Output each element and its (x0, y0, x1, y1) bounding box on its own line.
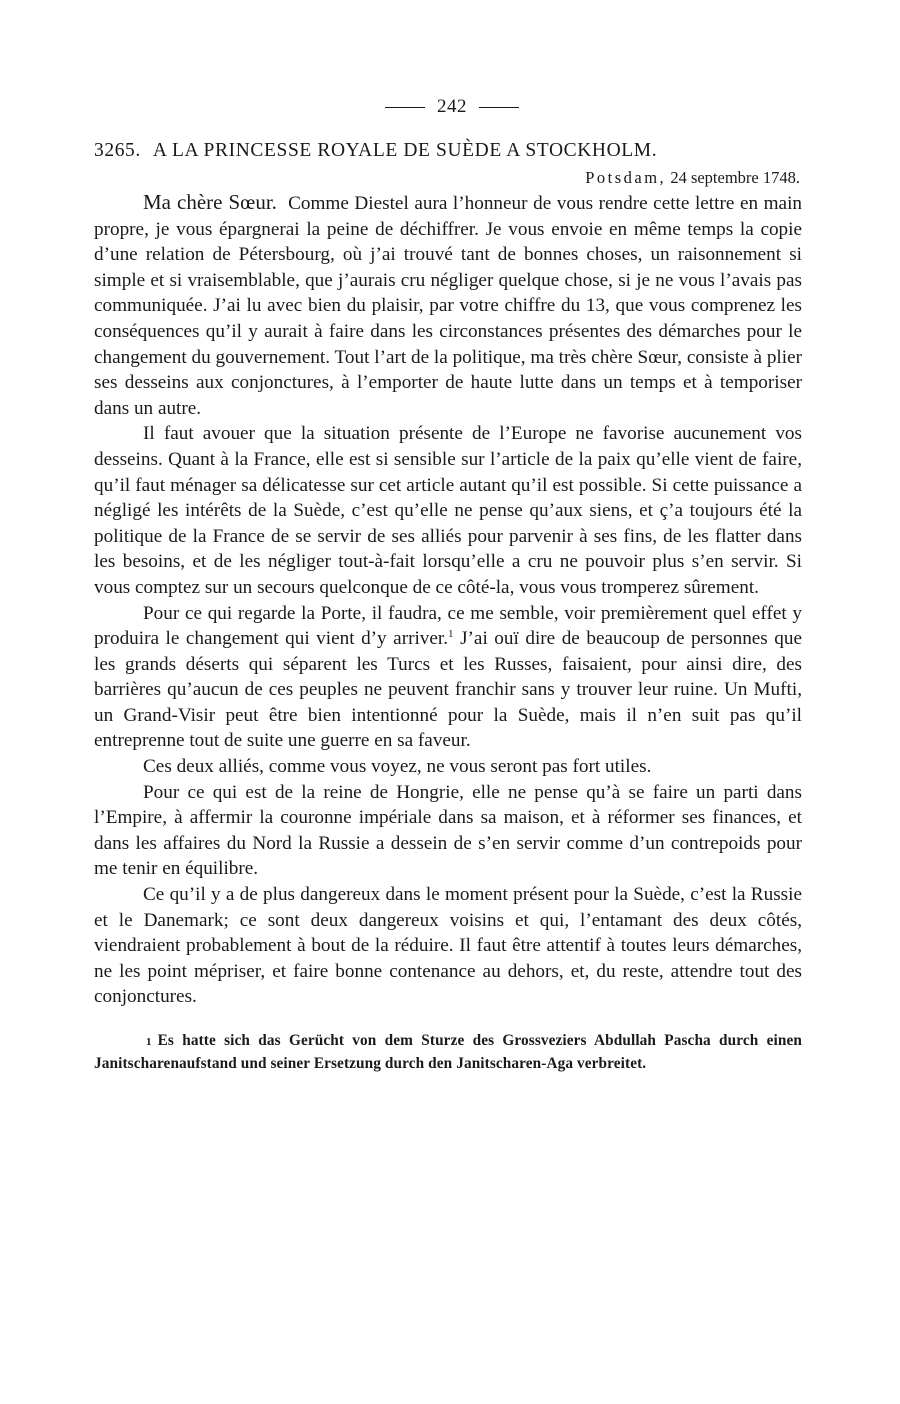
paragraph-3 (94, 601, 802, 755)
paragraph-6: Ce qu’il y a de plus dangereux dans le moment présent pour la Suède, c’est la Russie et le Danemark; ce sont deux dangereux voisins et qui, l’entamant des deux côtés, viendraient probablement à bout de la réduire. Il faut être attentif à toutes leurs démarches, ne les point mépriser, et faire bonne contenance au dehors, et, du reste, attendre tout des conjonctures. (94, 884, 802, 1008)
document-page (94, 96, 802, 1075)
letter-heading (94, 140, 802, 162)
footnote (94, 1030, 802, 1075)
paragraph-1 (94, 190, 802, 421)
paragraph-1-text: Comme Diestel aura l’honneur de vous rendre cette lettre en main propre, je vous épargnerai la peine de déchiffrer. Je vous envoie en même temps la copie d’une relation de Pétersbourg, où j’ai trouvé tant de bonnes choses, un raisonnement si simple et si vraisemblable, que j’aurais cru négliger quelque chose, si je ne vous l’avais pas communiquée. J’ai lu avec bien du plaisir, par votre chiffre du 13, que vous comprenez les conséquences qu’il y aurait à faire dans les circonstances présentes des démarches pour le changement du gouvernement. Tout l’art de la politique, ma très chère Sœur, consiste à plier ses desseins aux conjonctures, à l’emporter de haute lutte dans un temps et à temporiser dans un autre. (94, 193, 802, 419)
salutation: Ma chère Sœur. (143, 190, 277, 214)
paragraph-3-text: Pour ce qui regarde la Porte, il faudra, ce me semble, voir premièrement quel effet y produira le changement qui vient d’y arriver. (94, 602, 802, 650)
paragraph-5: Pour ce qui est de la reine de Hongrie, elle ne pense qu’à se faire un parti dans l’Empire, à affermir la couronne impériale dans sa maison, et à réformer ses finances, et dans les affaires du Nord la Russie a dessein de s’en servir comme d’un contrepoids pour me tenir en équilibre. (94, 781, 802, 880)
paragraph-4: Ces deux alliés, comme vous voyez, ne vous seront pas fort utiles. (143, 756, 652, 778)
footnote-text: Es hatte sich das Gerücht von dem Sturze des Grossveziers Abdullah Pascha durch einen Janitscharenaufstand und seiner Ersetzung durch den Janitscharen-Aga verbreitet. (94, 1032, 802, 1072)
footnote-mark: 1 (146, 1036, 152, 1048)
letter-number: 3265. (94, 140, 141, 161)
letter-title: A LA PRINCESSE ROYALE DE SUÈDE A STOCKHOLM. (152, 140, 658, 161)
letter-body (94, 190, 802, 1010)
header-rule-left (385, 107, 425, 108)
dateline (94, 168, 802, 188)
footnote-reference[interactable]: 1 (448, 628, 454, 641)
dateline-place: Potsdam, (585, 168, 667, 187)
header-rule-right (479, 107, 519, 108)
page-header (102, 96, 802, 118)
dateline-date: 24 septembre 1748. (670, 168, 800, 187)
paragraph-3-continuation: J’ai ouï dire de beaucoup de personnes que les grands déserts qui séparent les Turcs et les Russes, faisaient, pour ainsi dire, des barrières qu’aucun de ces peuples ne peuvent franchir sans y trouver leur ruine. Un Mufti, un Grand-Visir peut être bien intentionné pour la Suède, mais il n’en suit pas qu’il entreprenne tout de suite une guerre en sa faveur. (94, 628, 802, 752)
page-number: 242 (437, 96, 467, 117)
paragraph-2: Il faut avouer que la situation présente de l’Europe ne favorise aucunement vos desseins. Quant à la France, elle est si sensible sur l’article de la paix qu’elle vient de faire, qu’il faut ménager sa délicatesse sur cet article autant qu’il est possible. Si cette puissance a négligé les intérêts de la Suède, c’est qu’elle ne pense qu’aux siens, et ç’a toujours été la politique de la France de se servir de ses alliés pour parvenir à ses fins, de les flatter dans les besoins, et de les négliger tout-à-fait lorsqu’elle a cru ne pouvoir plus s’en servir. Si vous comptez sur un secours quelconque de ce côté-la, vous vous tromperez sûrement. (94, 423, 802, 598)
